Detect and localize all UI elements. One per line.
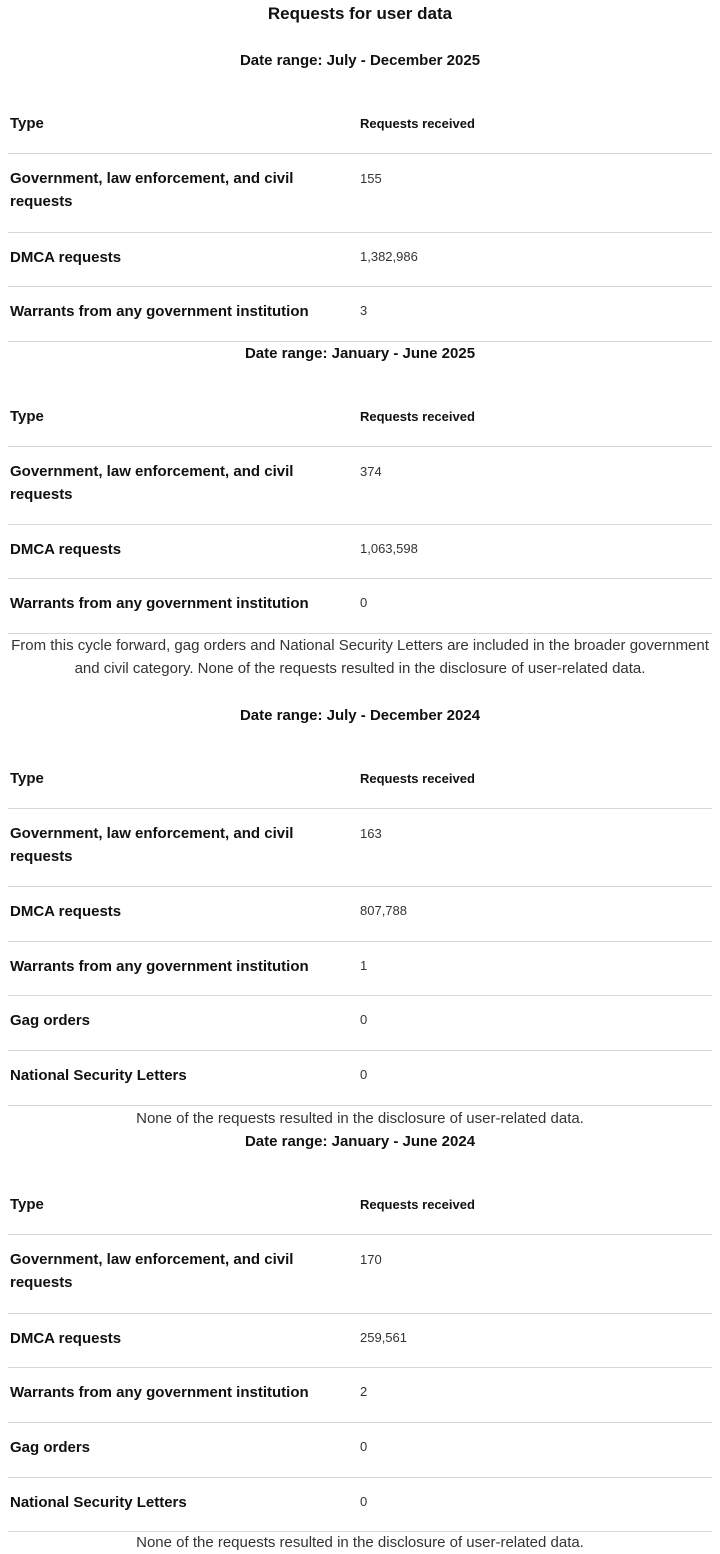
row-value: 3 [360,303,368,318]
row-type: DMCA requests [10,903,122,920]
table-row [8,942,712,996]
page-title: Requests for user data [267,4,453,23]
column-header-type: Type [10,408,44,425]
row-value: 1 [360,958,368,973]
column-header-requests: Requests received [360,409,475,424]
row-value: 170 [360,1252,382,1267]
table-row [8,1478,712,1532]
column-header-type: Type [10,770,44,787]
disclosure-note: From this cycle forward, gag orders and National Security Letters are included in the broader government and civil category. None of the requests resulted in the disclosure of user-related data. [11,637,709,677]
table-header [8,342,712,447]
table-row [8,1314,712,1368]
column-header-requests: Requests received [360,116,475,131]
row-value: 163 [360,826,382,841]
table-row [8,1235,712,1314]
row-type: DMCA requests [10,249,122,266]
row-type: Warrants from any government institution [10,595,309,612]
row-type: Gag orders [10,1439,91,1456]
table-row [8,887,712,942]
disclosure-note: None of the requests resulted in the disclosure of user-related data. [136,1110,584,1127]
row-value: 155 [360,171,382,186]
table-header [8,730,712,809]
table-row [8,233,712,287]
column-header-requests: Requests received [360,1197,475,1212]
table-row [8,1423,712,1478]
table-header [8,0,712,154]
row-value: 259,561 [360,1330,407,1345]
row-type: DMCA requests [10,541,122,558]
row-value: 0 [360,1439,368,1454]
row-value: 1,382,986 [360,249,418,264]
table-row [8,579,712,634]
table-row [8,287,712,342]
disclosure-note: None of the requests resulted in the disclosure of user-related data. [136,1534,584,1551]
table-header [8,1156,712,1235]
row-type: National Security Letters [10,1067,187,1084]
row-type: Government, law enforcement, and civil requests [10,463,294,503]
table-row [8,1051,712,1106]
row-value: 2 [360,1384,368,1399]
row-type: Warrants from any government institution [10,303,309,320]
table-row [8,1368,712,1423]
table-row [8,154,712,233]
row-value: 0 [360,1067,368,1082]
date-range-heading: Date range: July - December 2025 [239,52,481,69]
table-row [8,447,712,525]
date-range-heading: Date range: July - December 2024 [239,707,481,724]
row-type: Government, law enforcement, and civil requests [10,1251,294,1291]
column-header-requests: Requests received [360,771,475,786]
row-type: National Security Letters [10,1494,187,1511]
table-row [8,996,712,1051]
row-value: 0 [360,1012,368,1027]
date-range-heading: Date range: January - June 2025 [244,345,476,362]
row-type: DMCA requests [10,1330,122,1347]
table-row [8,809,712,887]
row-value: 0 [360,1494,368,1509]
row-type: Gag orders [10,1012,91,1029]
row-value: 374 [360,464,382,479]
column-header-type: Type [10,1196,44,1213]
date-range-heading: Date range: January - June 2024 [244,1133,476,1150]
row-value: 807,788 [360,903,407,918]
row-value: 0 [360,595,368,610]
row-value: 1,063,598 [360,541,418,556]
row-type: Warrants from any government institution [10,958,309,975]
row-type: Government, law enforcement, and civil requests [10,170,294,210]
table-row [8,525,712,579]
row-type: Warrants from any government institution [10,1384,309,1401]
column-header-type: Type [10,115,44,132]
row-type: Government, law enforcement, and civil requests [10,825,294,865]
